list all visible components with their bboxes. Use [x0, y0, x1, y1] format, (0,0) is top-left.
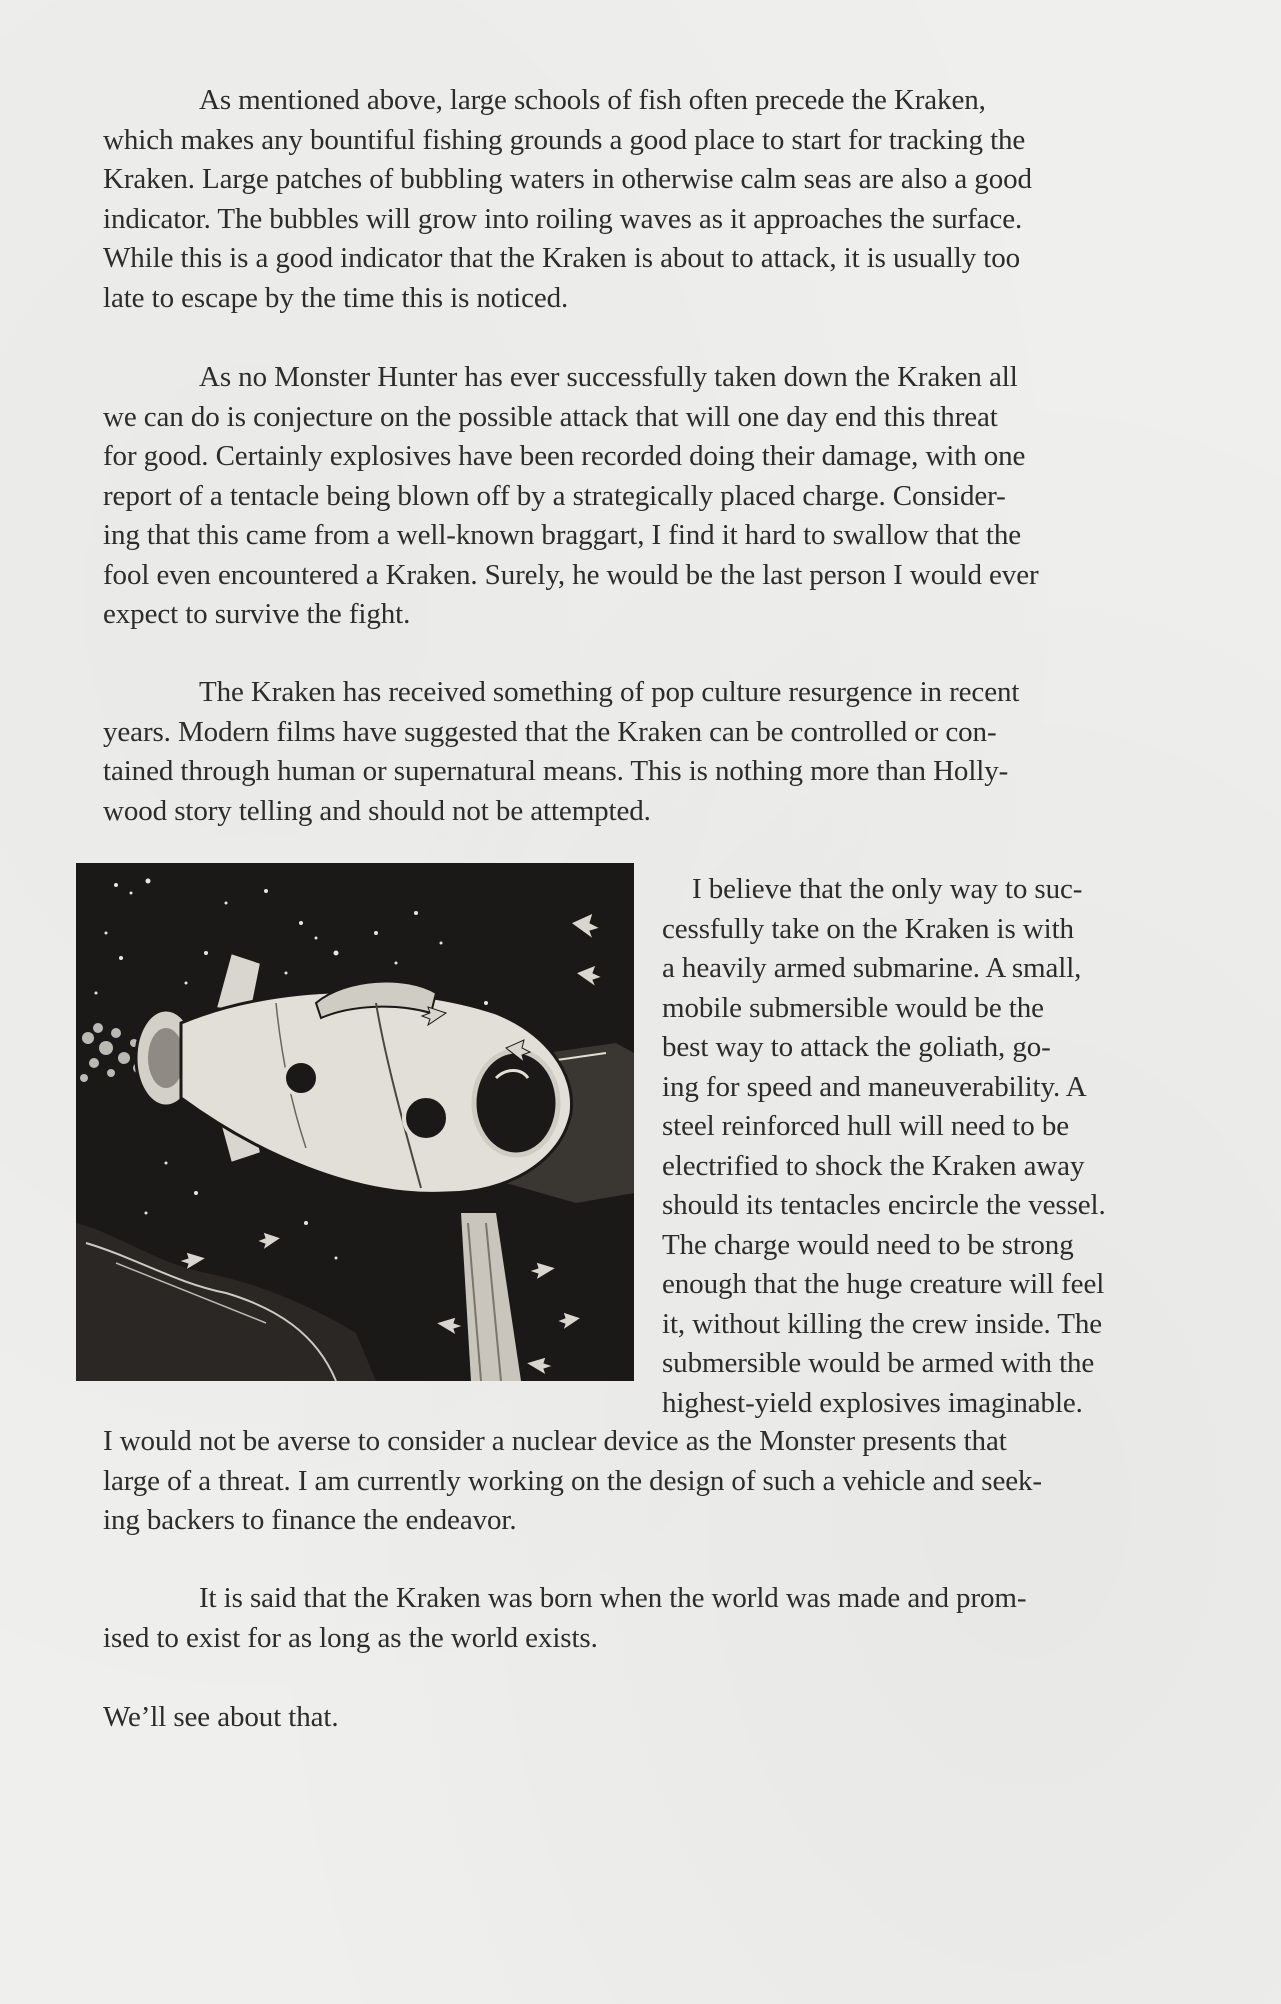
text-line: should its tentacles encircle the vessel.	[662, 1189, 1106, 1221]
text-line: submersible would be armed with the	[662, 1347, 1095, 1379]
text-line: Kraken. Large patches of bubbling waters in otherwise calm seas are also a good	[103, 163, 1032, 195]
paragraph-monster-hunter	[103, 358, 1173, 635]
text-line: enough that the huge creature will feel	[662, 1268, 1105, 1300]
text-line: report of a tentacle being blown off by a strategically placed charge. Consider-	[103, 479, 1006, 512]
text-line: mobile submersible would be the	[662, 991, 1044, 1024]
text-line: ing for speed and maneuverability. A	[662, 1070, 1087, 1103]
text-line: years. Modern films have suggested that the Kraken can be controlled or con-	[103, 715, 997, 748]
text-line: a heavily armed submarine. A small,	[662, 952, 1082, 984]
text-line: steel reinforced hull will need to be	[662, 1110, 1069, 1142]
text-line: As mentioned above, large schools of fish often precede the Kraken,	[199, 84, 986, 116]
text-line: ised to exist for as long as the world exists.	[103, 1621, 598, 1654]
text-line: electrified to shock the Kraken away	[662, 1149, 1085, 1182]
text-line: it, without killing the crew inside. The	[662, 1307, 1103, 1340]
text-line: cessfully take on the Kraken is with	[662, 912, 1074, 945]
paragraph-closing	[103, 1698, 1173, 1738]
text-line: tained through human or supernatural means. This is nothing more than Holly-	[103, 755, 1009, 787]
text-line: highest-yield explosives imaginable.	[662, 1386, 1083, 1419]
text-line: wood story telling and should not be attempted.	[103, 794, 651, 827]
text-line: The Kraken has received something of pop culture resurgence in recent	[199, 676, 1020, 708]
submarine-drawing	[76, 863, 634, 1381]
text-line: ing backers to finance the endeavor.	[103, 1504, 517, 1536]
text-line: for good. Certainly explosives have been recorded doing their damage, with one	[103, 440, 1026, 472]
text-line: late to escape by the time this is noticed.	[103, 281, 569, 314]
paragraph-kraken-origin	[103, 1579, 1173, 1658]
text-line: large of a threat. I am currently working on the design of such a vehicle and seek-	[103, 1464, 1042, 1497]
text-line: indicator. The bubbles will grow into roiling waves as it approaches the surface.	[103, 202, 1023, 235]
text-line: While this is a good indicator that the Kraken is about to attack, it is usually too	[103, 242, 1020, 274]
text-line: The charge would need to be strong	[662, 1228, 1074, 1261]
text-line: fool even encountered a Kraken. Surely, he would be the last person I would ever	[103, 558, 1039, 591]
text-line: ing that this came from a well-known braggart, I find it hard to swallow that the	[103, 519, 1022, 551]
paragraph-pop-culture	[103, 673, 1173, 831]
text-line: We’ll see about that.	[103, 1701, 339, 1733]
paragraph-submarine-side	[662, 870, 1182, 1423]
text-line: which makes any bountiful fishing grounds a good place to start for tracking the	[103, 123, 1026, 156]
text-line: we can do is conjecture on the possible attack that will one day end this threat	[103, 400, 998, 433]
text-line: I would not be averse to consider a nuclear device as the Monster presents that	[103, 1425, 1007, 1457]
paragraph-fish-schools	[103, 81, 1173, 318]
text-line: It is said that the Kraken was born when the world was made and prom-	[199, 1582, 1027, 1614]
text-line: I believe that the only way to suc-	[692, 873, 1083, 905]
text-line: expect to survive the fight.	[103, 598, 411, 630]
text-line: As no Monster Hunter has ever successfully taken down the Kraken all	[199, 361, 1018, 393]
submarine-illustration	[76, 863, 634, 1381]
text-line: best way to attack the goliath, go-	[662, 1031, 1051, 1063]
paragraph-submarine-continued	[103, 1422, 1173, 1541]
